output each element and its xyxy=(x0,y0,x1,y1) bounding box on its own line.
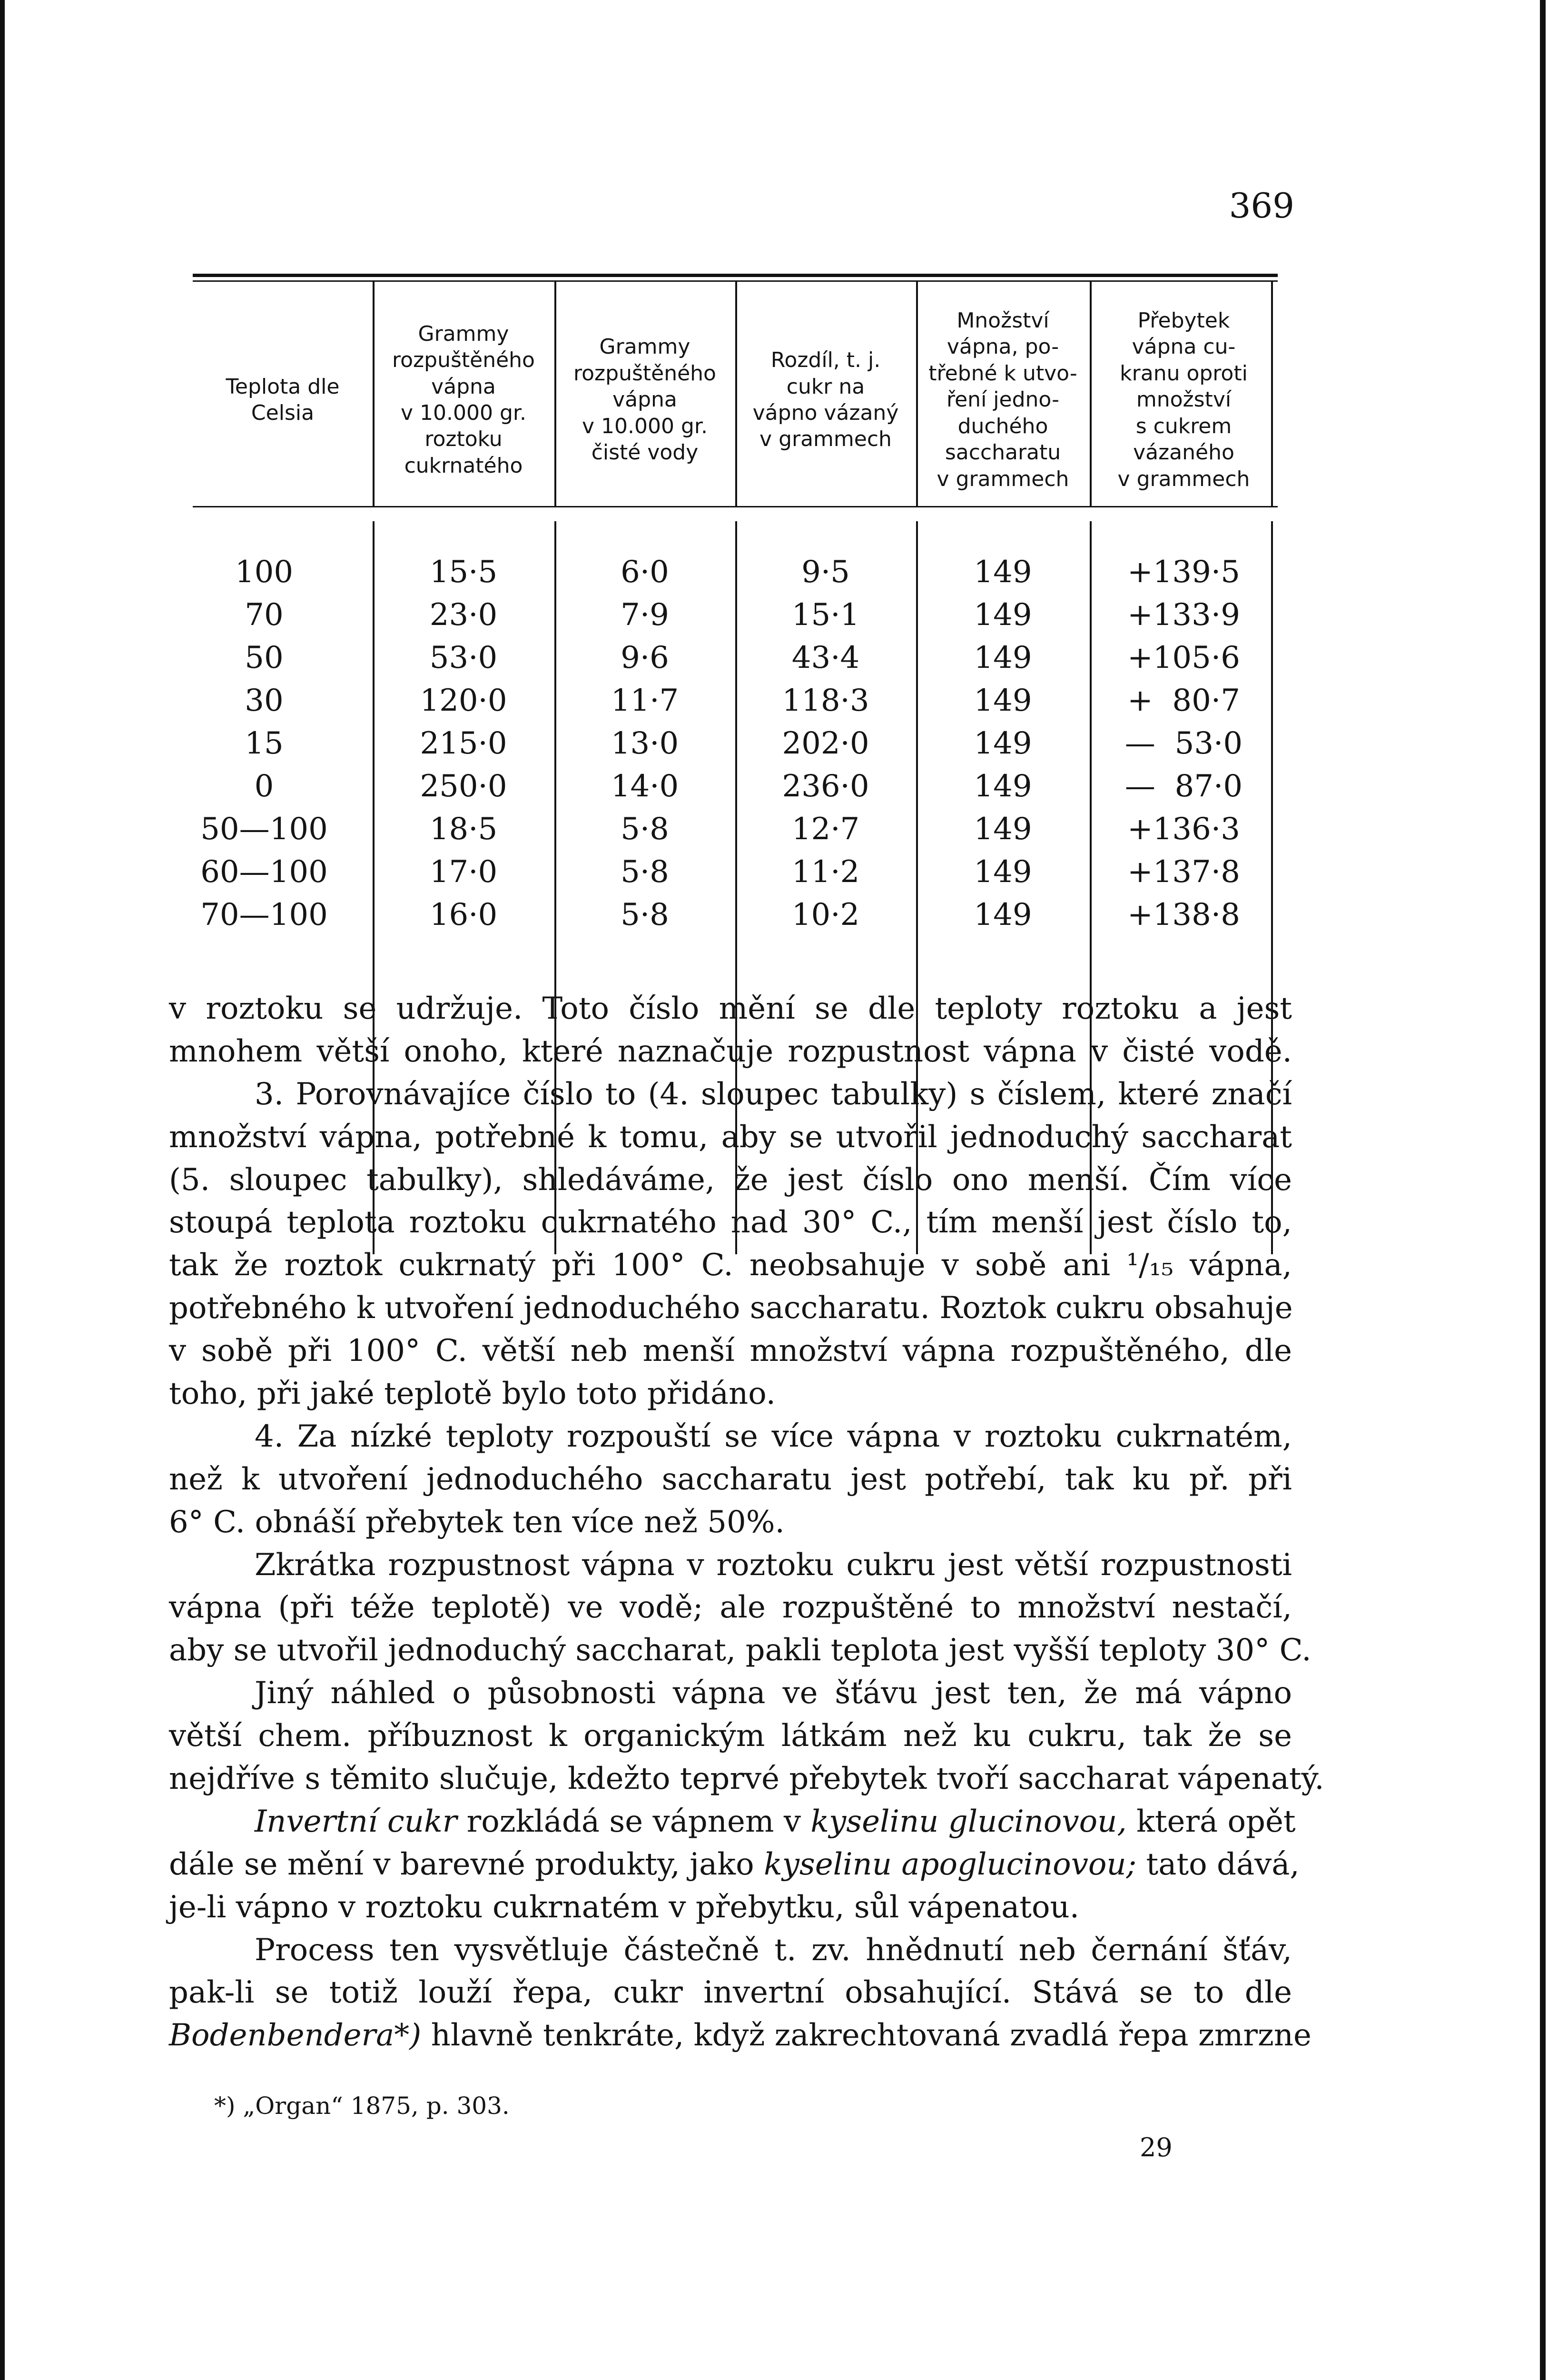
text-line: Jiný náhled o působnosti vápna ve šťávu jest ten, že má vápno xyxy=(255,1676,1292,1711)
table-top-rule xyxy=(193,274,1278,277)
text-line: 3. Porovnávajíce číslo to (4. sloupec tabulky) s číslem, které značí xyxy=(255,1076,1292,1112)
cell-needed: 149 xyxy=(974,555,1032,590)
cell-temperature: 0 xyxy=(254,769,274,804)
italic-term: kyselinu glucinovou, xyxy=(810,1804,1127,1839)
cell-difference: 12·7 xyxy=(791,812,860,847)
cell-excess: +136·3 xyxy=(1127,812,1240,847)
text-line: 4. Za nízké teploty rozpouští se více vápna v roztoku cukrnatém, xyxy=(255,1418,1292,1454)
table-row xyxy=(193,722,1278,765)
cell-water: 9·6 xyxy=(621,640,669,675)
cell-temperature: 60—100 xyxy=(200,854,328,890)
italic-term: kyselinu apoglucinovou; xyxy=(763,1846,1137,1882)
cell-needed: 149 xyxy=(974,640,1032,675)
text-line: pak-li se totiž louží řepa, cukr invertní obsahující. Stává se to dle xyxy=(169,1975,1292,2011)
table-row xyxy=(193,679,1278,722)
cell-temperature: 15 xyxy=(245,726,284,761)
cell-needed: 149 xyxy=(974,854,1032,890)
text-line: množství vápna, potřebné k tomu, aby se utvořil jednoduchý saccharat xyxy=(169,1119,1292,1155)
table-row xyxy=(193,893,1278,936)
table-row xyxy=(193,594,1278,636)
cell-excess: +137·8 xyxy=(1127,854,1240,890)
cell-sugar-solution: 120·0 xyxy=(420,683,507,718)
text-line: vápna (při téže teplotě) ve vodě; ale rozpuštěné to množství nestačí, xyxy=(169,1590,1292,1626)
text-line: v sobě při 100° C. větší neb menší množství vápna rozpuštěného, dle xyxy=(169,1333,1292,1369)
cell-water: 7·9 xyxy=(621,597,669,633)
cell-difference: 202·0 xyxy=(782,726,869,761)
cell-sugar-solution: 16·0 xyxy=(429,897,498,932)
cell-excess: — 53·0 xyxy=(1124,726,1243,761)
text-line: dále se mění v barevné produkty, jako kyselinu apoglucinovou; tato dává, xyxy=(169,1846,1300,1882)
cell-water: 5·8 xyxy=(621,897,669,932)
cell-needed: 149 xyxy=(974,683,1032,718)
italic-term: Bodenbendera*) xyxy=(169,2018,422,2053)
text-line: potřebného k utvoření jednoduchého saccharatu. Roztok cukru obsahuje xyxy=(169,1290,1293,1326)
cell-difference: 15·1 xyxy=(791,597,860,633)
cell-temperature: 30 xyxy=(245,683,284,718)
table-row xyxy=(193,808,1278,851)
scan-border-right xyxy=(1540,0,1546,2380)
table-row xyxy=(193,636,1278,679)
text-line: než k utvoření jednoduchého saccharatu jest potřebí, tak ku př. při xyxy=(169,1461,1292,1497)
cell-excess: +133·9 xyxy=(1127,597,1240,633)
text-line: Zkrátka rozpustnost vápna v roztoku cukru jest větší rozpustnosti xyxy=(255,1547,1292,1583)
text-line: stoupá teplota roztoku cukrnatého nad 30° C., tím menší jest číslo to, xyxy=(169,1205,1292,1240)
cell-sugar-solution: 215·0 xyxy=(420,726,507,761)
cell-temperature: 100 xyxy=(235,555,294,590)
cell-water: 13·0 xyxy=(611,726,679,761)
text-line: v roztoku se udržuje. Toto číslo mění se dle teploty roztoku a jest xyxy=(169,991,1292,1026)
text-line: větší chem. příbuznost k organickým látkám než ku cukru, tak že se xyxy=(169,1718,1292,1754)
header-lime-in-water: Grammy rozpuštěného vápna v 10.000 gr. čisté vody xyxy=(573,335,716,465)
text-line: mnohem větší onoho, které naznačuje rozpustnost vápna v čisté vodě. xyxy=(169,1033,1292,1069)
text-line: (5. sloupec tabulky), shledáváme, že jest číslo ono menší. Čím více xyxy=(169,1162,1292,1198)
cell-difference: 11·2 xyxy=(791,854,860,890)
text-line: toho, při jaké teplotě bylo toto přidáno. xyxy=(169,1376,776,1412)
cell-sugar-solution: 53·0 xyxy=(429,640,498,675)
cell-temperature: 50 xyxy=(245,640,284,675)
cell-needed: 149 xyxy=(974,597,1032,633)
text-line: je-li vápno v roztoku cukrnatém v přebytku, sůl vápenatou. xyxy=(169,1889,1080,1925)
italic-term: Invertní cukr xyxy=(255,1804,457,1839)
cell-excess: +105·6 xyxy=(1127,640,1240,675)
cell-difference: 10·2 xyxy=(791,897,860,932)
text-line: nejdříve s těmito slučuje, kdežto teprvé přebytek tvoří saccharat vápenatý. xyxy=(169,1761,1324,1797)
cell-sugar-solution: 15·5 xyxy=(429,555,498,590)
cell-difference: 118·3 xyxy=(782,683,869,718)
page-number: 369 xyxy=(1229,186,1294,226)
cell-temperature: 70 xyxy=(245,597,284,633)
cell-excess: + 80·7 xyxy=(1127,683,1240,718)
cell-needed: 149 xyxy=(974,897,1032,932)
cell-excess: — 87·0 xyxy=(1124,769,1243,804)
table-row xyxy=(193,851,1278,893)
cell-difference: 236·0 xyxy=(782,769,869,804)
header-temperature: Teplota dle Celsia xyxy=(226,374,340,425)
cell-sugar-solution: 250·0 xyxy=(420,769,507,804)
cell-water: 5·8 xyxy=(621,854,669,890)
scan-border-left xyxy=(0,0,5,2380)
text-line: Bodenbendera*) hlavně tenkráte, když zakrechtovaná zvadlá řepa zmrzne xyxy=(169,2018,1311,2053)
cell-difference: 9·5 xyxy=(801,555,850,590)
text-line: tak že roztok cukrnatý při 100° C. neobsahuje v sobě ani ¹/₁₅ vápna, xyxy=(169,1248,1292,1283)
cell-temperature: 50—100 xyxy=(200,812,328,847)
table-row xyxy=(193,765,1278,808)
cell-needed: 149 xyxy=(974,812,1032,847)
cell-water: 6·0 xyxy=(621,555,669,590)
text-line: Invertní cukr rozkládá se vápnem v kyselinu glucinovou, která opět xyxy=(255,1804,1296,1839)
text-line: Process ten vysvětluje částečně t. zv. hnědnutí neb černání šťáv, xyxy=(255,1932,1292,1968)
table-row xyxy=(193,551,1278,594)
cell-water: 14·0 xyxy=(611,769,679,804)
cell-needed: 149 xyxy=(974,769,1032,804)
header-lime-in-sugar-solution: Grammy rozpuštěného vápna v 10.000 gr. roztoku cukrnatého xyxy=(392,321,535,478)
cell-difference: 43·4 xyxy=(791,640,860,675)
cell-water: 11·7 xyxy=(611,683,679,718)
printer-signature: 29 xyxy=(1140,2132,1173,2162)
header-difference: Rozdíl, t. j. cukr na vápno vázaný v grammech xyxy=(752,348,899,452)
body-text xyxy=(169,988,1324,2057)
cell-excess: +138·8 xyxy=(1127,897,1240,932)
footnote: *) „Organ“ 1875, p. 303. xyxy=(214,2092,510,2120)
cell-water: 5·8 xyxy=(621,812,669,847)
cell-sugar-solution: 23·0 xyxy=(429,597,498,633)
text-line: 6° C. obnáší přebytek ten více než 50%. xyxy=(169,1504,785,1540)
cell-sugar-solution: 18·5 xyxy=(429,812,498,847)
cell-temperature: 70—100 xyxy=(200,897,328,932)
text-line: aby se utvořil jednoduchý saccharat, pakli teplota jest vyšší teploty 30° C. xyxy=(169,1633,1311,1668)
cell-needed: 149 xyxy=(974,726,1032,761)
header-lime-needed: Množství vápna, po- třebné k utvo- ření jedno- duchého saccharatu v grammech xyxy=(928,308,1077,491)
cell-sugar-solution: 17·0 xyxy=(429,854,498,890)
cell-excess: +139·5 xyxy=(1127,555,1240,590)
header-lime-excess: Přebytek vápna cu- kranu oproti množství s cukrem vázaného v grammech xyxy=(1117,308,1250,491)
